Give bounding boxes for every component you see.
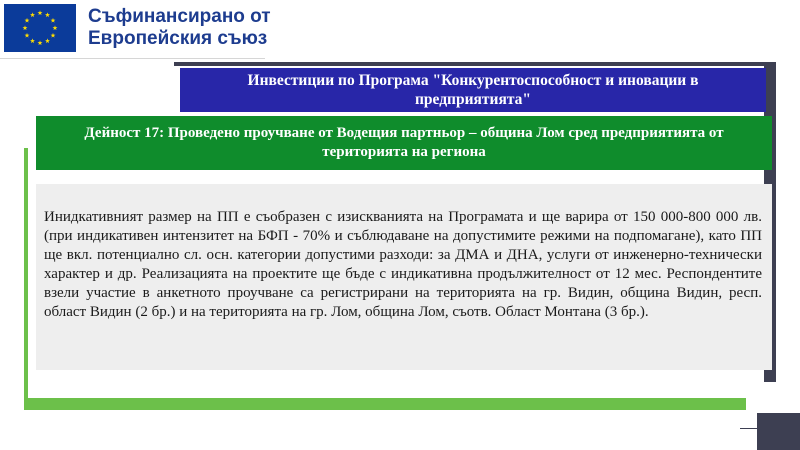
activity-heading xyxy=(36,116,772,170)
content-panel xyxy=(36,184,772,370)
corner-dark-block xyxy=(757,413,800,450)
eu-cofunded-label xyxy=(88,6,271,50)
eu-label-line2: Европейския съюз xyxy=(88,28,268,49)
slide-title xyxy=(180,68,766,112)
header-divider xyxy=(0,58,265,59)
eu-label-line1: Съфинансирано от xyxy=(88,6,271,27)
slide-title-text: Инвестиции по Програма "Конкурентоспособност и иновации в предприятията" xyxy=(247,72,699,108)
eu-flag-icon xyxy=(4,4,76,52)
body-paragraph: Инидкативният размер на ПП е съобразен с изискванията на Програмата и ще варира от 150 000-800 000 лв. (при индикативен интензитет на БФП - 70% и съблюдаване на допустимите режими на подпомагане), като ПП ще вкл. потенциално сл. осн. категории допустими разходи: за ДМА и ДНА, услуги от инженерно-технически характер и др. Реализацията на проектите ще бъде с индикативна продължителност от 12 мес. Респондентите взели участие в анкетното проучване са регистрирани на територията на гр. Видин, община Видин, респ. област Видин (2 бр.) и на територията на гр. Лом, община Лом, съотв. Област Монтана (3 бр.). xyxy=(44,209,762,320)
activity-heading-text: Дейност 17: Проведено проучване от Водещия партньор – община Лом сред предприятията от територията на региона xyxy=(84,125,724,160)
frame-green-bottom-bar xyxy=(24,398,746,410)
frame-green-left-bar xyxy=(24,148,28,410)
